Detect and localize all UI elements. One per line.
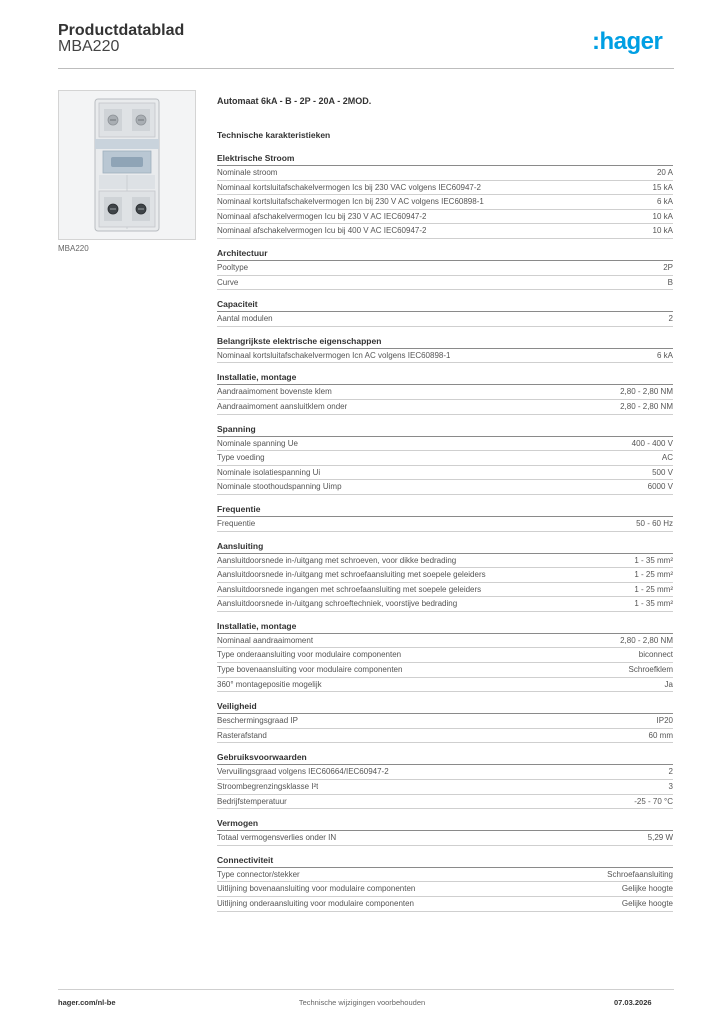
spec-value: Schroefaansluiting — [607, 869, 673, 879]
spec-label: Nominaal kortsluitafschakelvermogen Ics bij 230 VAC volgens IEC60947-2 — [217, 182, 481, 192]
spec-row — [217, 276, 673, 291]
spec-section — [217, 334, 673, 364]
spec-value: Gelijke hoogte — [621, 899, 673, 908]
spec-label: Uitlijning bovenaansluiting voor modulaire componenten — [217, 884, 416, 894]
spec-row — [217, 882, 673, 897]
spec-row — [217, 648, 673, 663]
product-description: Automaat 6kA - B - 2P - 20A - 2MOD. — [217, 96, 372, 106]
spec-row — [217, 597, 673, 612]
spec-section — [217, 816, 673, 846]
spec-sections — [217, 151, 673, 912]
spec-row — [217, 868, 673, 883]
spec-row — [217, 780, 673, 795]
spec-section — [217, 246, 673, 290]
spec-label: Nominaal kortsluitafschakelvermogen Icn AC volgens IEC60898-1 — [217, 350, 451, 360]
spec-value: 10 kA — [652, 226, 673, 236]
section-title: Capaciteit — [217, 297, 673, 312]
footer-website[interactable]: hager.com/nl-be — [58, 998, 116, 1007]
spec-value: 3 — [668, 782, 673, 792]
spec-row — [217, 451, 673, 466]
page-title: Productdatablad — [58, 22, 185, 39]
spec-value: 2,80 - 2,80 NM — [620, 401, 673, 411]
spec-row — [217, 663, 673, 678]
spec-value: 5,29 W — [647, 833, 673, 843]
spec-label: Curve — [217, 277, 239, 287]
spec-section — [217, 502, 673, 532]
spec-row — [217, 831, 673, 846]
spec-value: 50 - 60 Hz — [636, 518, 673, 528]
spec-label: Type connector/stekker — [217, 869, 300, 879]
spec-label: Type onderaansluiting voor modulaire componenten — [217, 650, 402, 660]
spec-label: Nominaal aandraaimoment — [217, 635, 314, 645]
section-title: Vermogen — [217, 816, 673, 831]
spec-label: Bedrijfstemperatuur — [217, 796, 287, 806]
spec-value: 60 mm — [648, 730, 673, 740]
spec-row — [217, 765, 673, 780]
spec-label: Aantal modulen — [217, 314, 273, 324]
section-title: Veiligheid — [217, 699, 673, 714]
spec-label: Beschermingsgraad IP — [217, 716, 298, 726]
spec-label: Nominaal kortsluitafschakelvermogen Icn bij 230 V AC volgens IEC60898-1 — [217, 197, 484, 207]
spec-value: 1 - 35 mm² — [634, 599, 673, 609]
spec-value: 2,80 - 2,80 NM — [620, 387, 673, 397]
spec-label: Type bovenaansluiting voor modulaire componenten — [217, 665, 403, 675]
spec-value: 2,80 - 2,80 NM — [620, 635, 673, 645]
spec-value: 15 kA — [652, 182, 673, 192]
spec-value: 500 V — [652, 467, 673, 477]
section-title: Installatie, montage — [217, 370, 673, 385]
footer-disclaimer: Technische wijzigingen voorbehouden — [298, 998, 426, 1007]
section-title: Architectuur — [217, 246, 673, 261]
spec-label: Uitlijning onderaansluiting voor modulaire componenten — [217, 899, 415, 908]
spec-section — [217, 750, 673, 809]
spec-label: Nominaal afschakelvermogen Icu bij 400 V AC IEC60947-2 — [217, 226, 427, 236]
spec-label: Aansluitdoorsnede in-/uitgang met schroefaansluiting met soepele geleiders — [217, 570, 486, 580]
spec-row — [217, 480, 673, 495]
spec-section — [217, 853, 673, 912]
spec-value: 6000 V — [647, 482, 673, 492]
spec-label: Type voeding — [217, 453, 265, 463]
spec-section — [217, 297, 673, 327]
spec-value: 6 kA — [656, 197, 673, 207]
header-divider — [58, 68, 674, 69]
spec-value: AC — [661, 453, 673, 463]
spec-row — [217, 678, 673, 693]
spec-row — [217, 583, 673, 598]
section-title: Elektrische Stroom — [217, 151, 673, 166]
spec-value: 400 - 400 V — [631, 438, 673, 448]
spec-section — [217, 619, 673, 692]
spec-row — [217, 312, 673, 327]
spec-label: Frequentie — [217, 518, 256, 528]
spec-value: 2 — [668, 767, 673, 777]
product-reference: MBA220 — [58, 38, 120, 55]
spec-label: Nominaal afschakelvermogen Icu bij 230 V AC IEC60947-2 — [217, 211, 427, 221]
spec-label: 360° montagepositie mogelijk — [217, 679, 322, 689]
spec-row — [217, 385, 673, 400]
spec-section — [217, 370, 673, 414]
spec-label: Nominale isolatiespanning Ui — [217, 467, 321, 477]
footer-divider — [58, 989, 674, 990]
spec-value: 1 - 25 mm² — [634, 570, 673, 580]
section-title: Connectiviteit — [217, 853, 673, 868]
spec-value: IP20 — [656, 716, 673, 726]
spec-label: Pooltype — [217, 262, 249, 272]
specifications — [217, 96, 673, 919]
technical-characteristics-heading: Technische karakteristieken — [217, 130, 331, 140]
spec-label: Aandraaimoment aansluitklem onder — [217, 401, 348, 411]
spec-section — [217, 539, 673, 612]
spec-value: 2 — [668, 314, 673, 324]
spec-label: Nominale spanning Ue — [217, 438, 298, 448]
spec-value: 20 A — [656, 168, 673, 177]
circuit-breaker-photo-icon — [58, 90, 196, 240]
spec-label: Rasterafstand — [217, 730, 267, 740]
spec-row — [217, 795, 673, 810]
spec-value: 10 kA — [652, 211, 673, 221]
spec-value: Ja — [664, 679, 673, 689]
spec-value: Gelijke hoogte — [621, 884, 673, 894]
photo-caption: MBA220 — [58, 244, 89, 253]
spec-row — [217, 224, 673, 239]
spec-row — [217, 634, 673, 649]
spec-row — [217, 714, 673, 729]
section-title: Aansluiting — [217, 539, 673, 554]
spec-row — [217, 261, 673, 276]
spec-label: Aandraaimoment bovenste klem — [217, 387, 332, 397]
spec-row — [217, 729, 673, 744]
spec-row — [217, 568, 673, 583]
section-title: Spanning — [217, 422, 673, 437]
spec-row — [217, 517, 673, 532]
spec-value: -25 - 70 °C — [634, 796, 673, 806]
section-title: Gebruiksvoorwaarden — [217, 750, 673, 765]
spec-label: Aansluitdoorsnede ingangen met schroefaansluiting met soepele geleiders — [217, 584, 482, 594]
spec-row — [217, 466, 673, 481]
spec-value: 1 - 25 mm² — [634, 584, 673, 594]
spec-label: Nominale stroom — [217, 168, 278, 177]
spec-value: 2P — [663, 262, 673, 272]
spec-label: Nominale stoothoudspanning Uimp — [217, 482, 342, 492]
spec-value: Schroefklem — [628, 665, 673, 675]
spec-label: Aansluitdoorsnede in-/uitgang met schroeven, voor dikke bedrading — [217, 555, 457, 565]
spec-row — [217, 195, 673, 210]
spec-section — [217, 699, 673, 743]
spec-section — [217, 422, 673, 495]
spec-label: Stroombegrenzingsklasse I²t — [217, 782, 319, 792]
spec-row — [217, 181, 673, 196]
section-title: Installatie, montage — [217, 619, 673, 634]
spec-label: Aansluitdoorsnede in-/uitgang schroeftechniek, voorstijve bedrading — [217, 599, 458, 609]
spec-value: biconnect — [638, 650, 673, 660]
spec-label: Totaal vermogensverlies onder IN — [217, 833, 337, 843]
spec-row — [217, 349, 673, 364]
spec-row — [217, 554, 673, 569]
section-title: Belangrijkste elektrische eigenschappen — [217, 334, 673, 349]
section-title: Frequentie — [217, 502, 673, 517]
spec-row — [217, 897, 673, 912]
spec-row — [217, 210, 673, 225]
footer-date: 07.03.2026 — [614, 998, 652, 1007]
spec-value: 1 - 35 mm² — [634, 555, 673, 565]
spec-row — [217, 437, 673, 452]
spec-value: B — [667, 277, 673, 287]
spec-section — [217, 151, 673, 239]
spec-value: 6 kA — [656, 350, 673, 360]
hager-logo: :hager — [592, 28, 663, 55]
spec-row — [217, 166, 673, 181]
spec-label: Vervuilingsgraad volgens IEC60664/IEC60947-2 — [217, 767, 389, 777]
spec-row — [217, 400, 673, 415]
